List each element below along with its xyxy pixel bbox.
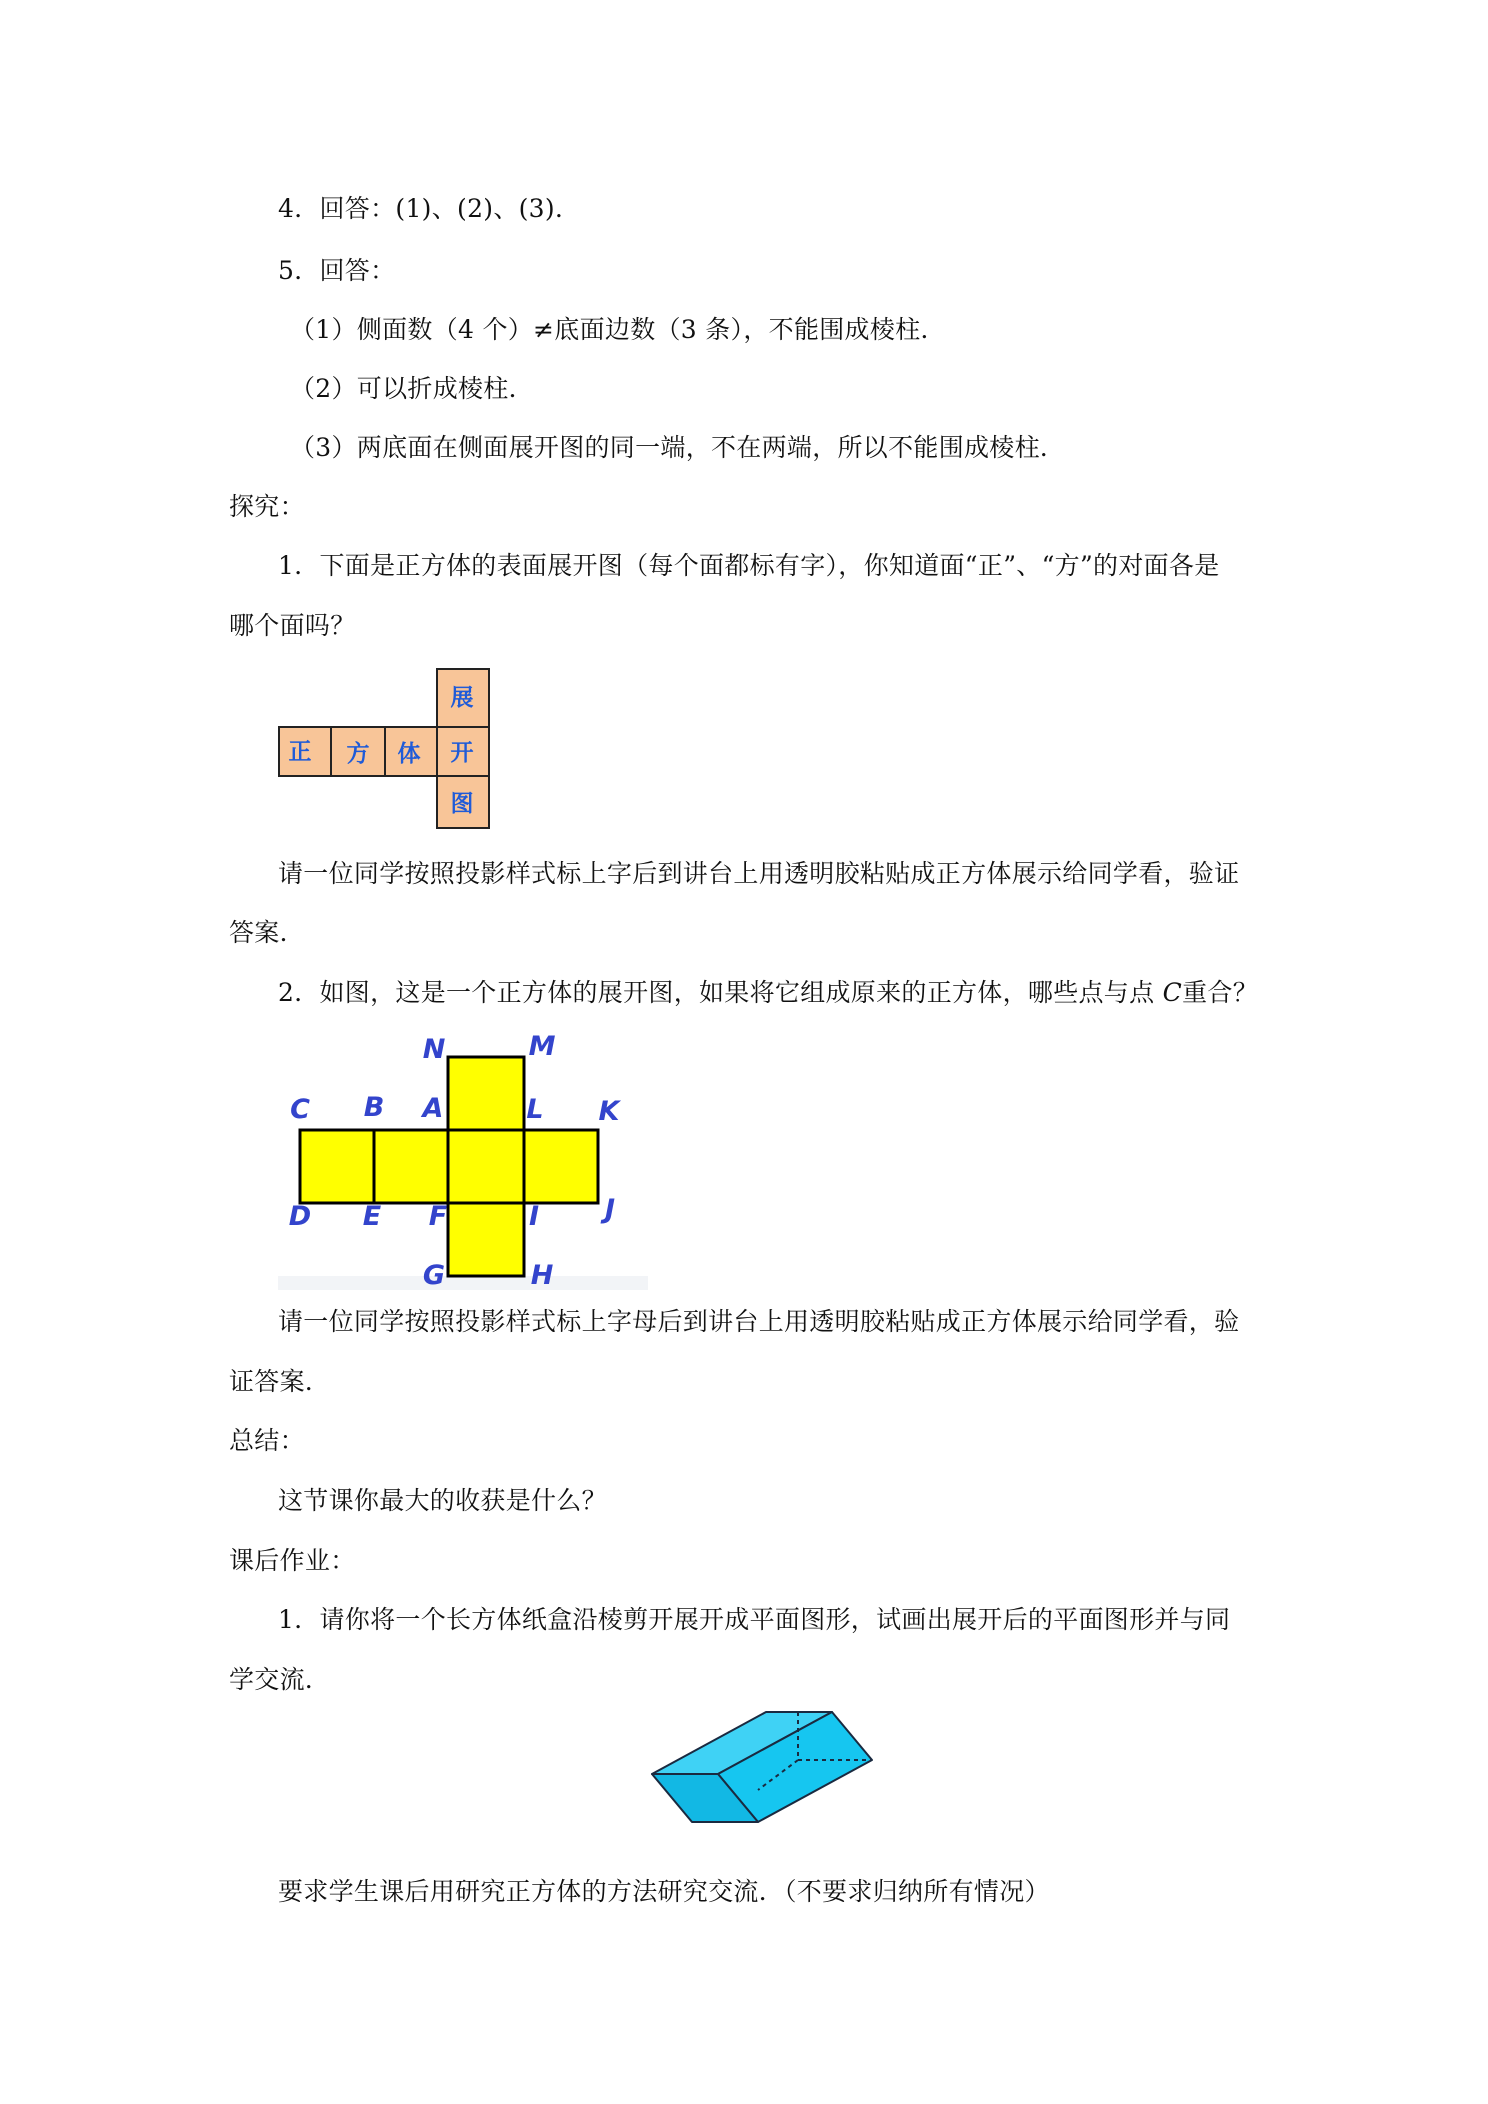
net2-label-L: L xyxy=(526,1094,544,1125)
net2-label-A: A xyxy=(422,1093,444,1124)
net2-face-left-1 xyxy=(300,1130,374,1203)
answer-5-item-1: （1）侧面数（4 个）≠底面边数（3 条），不能围成棱柱． xyxy=(290,315,946,344)
homework-q1-line2: 学交流． xyxy=(229,1665,331,1694)
net1-face-6-label: 图 xyxy=(450,791,474,817)
net2-label-K: K xyxy=(598,1096,620,1127)
net2-face-top xyxy=(448,1057,524,1130)
summary-text: 这节课你最大的收获是什么？ xyxy=(278,1486,607,1515)
explore-q1-line1: 1．下面是正方体的表面展开图（每个面都标有字），你知道面“正”、“方”的对面各是 xyxy=(278,551,1220,580)
net1-face-5-label: 开 xyxy=(450,740,474,766)
explore-q1-instruction-line1: 请一位同学按照投影样式标上字后到讲台上用透明胶粘贴成正方体展示给同学看，验证 xyxy=(278,859,1240,888)
explore-q1-instruction-line2: 答案． xyxy=(229,918,305,947)
net2-face-bottom xyxy=(448,1203,524,1276)
net2-label-E: E xyxy=(362,1201,382,1232)
net2-face-center xyxy=(448,1130,524,1203)
cuboid-illustration xyxy=(648,1702,888,1854)
net1-face-4-label: 展 xyxy=(450,685,474,711)
net2-label-F: F xyxy=(428,1201,448,1232)
net2-label-N: N xyxy=(422,1034,446,1065)
answer-5-item-3: （3）两底面在侧面展开图的同一端，不在两端，所以不能围成棱柱． xyxy=(290,433,1066,462)
net1-face-1-label: 正 xyxy=(288,739,312,765)
net1-face-2-label: 方 xyxy=(346,741,370,767)
explore-heading: 探究： xyxy=(229,492,305,521)
net2-label-D: D xyxy=(288,1201,312,1232)
net2-label-C: C xyxy=(290,1094,310,1125)
net2-label-H: H xyxy=(530,1260,554,1290)
net1-face-3-label: 体 xyxy=(397,741,421,767)
net2-label-I: I xyxy=(528,1201,540,1232)
answer-4: 4．回答：(1)、(2)、(3)． xyxy=(278,194,581,223)
net2-face-right xyxy=(524,1130,598,1203)
homework-q1-line1: 1．请你将一个长方体纸盒沿棱剪开展开成平面图形，试画出展开后的平面图形并与同 xyxy=(278,1605,1231,1634)
answer-5-item-2: （2）可以折成棱柱． xyxy=(290,374,534,403)
explore-q2-line xyxy=(278,977,1258,1009)
explore-q2-text: 2．如图，这是一个正方体的展开图，如果将它组成原来的正方体，哪些点与点 xyxy=(278,978,1163,1007)
homework-note: 要求学生课后用研究正方体的方法研究交流．（不要求归纳所有情况） xyxy=(278,1877,1050,1906)
summary-heading: 总结： xyxy=(229,1426,305,1455)
net2-label-J: J xyxy=(604,1194,616,1225)
explore-q1-line2: 哪个面吗？ xyxy=(229,611,356,640)
net2-label-B: B xyxy=(363,1092,385,1123)
explore-q2-instruction-line1: 请一位同学按照投影样式标上字母后到讲台上用透明胶粘贴成正方体展示给同学看，验 xyxy=(278,1307,1240,1336)
cube-net-characters xyxy=(278,668,498,830)
net2-label-G: G xyxy=(422,1260,446,1290)
explore-q2-text-end: 重合？ xyxy=(1182,978,1258,1007)
cube-net-letters xyxy=(278,1030,648,1290)
net2-label-M: M xyxy=(528,1031,556,1062)
net2-face-left-2 xyxy=(374,1130,448,1203)
answer-5-heading: 5．回答： xyxy=(278,256,396,285)
explore-q2-point: C xyxy=(1162,978,1183,1007)
explore-q2-instruction-line2: 证答案． xyxy=(229,1367,331,1396)
homework-heading: 课后作业： xyxy=(229,1546,356,1575)
